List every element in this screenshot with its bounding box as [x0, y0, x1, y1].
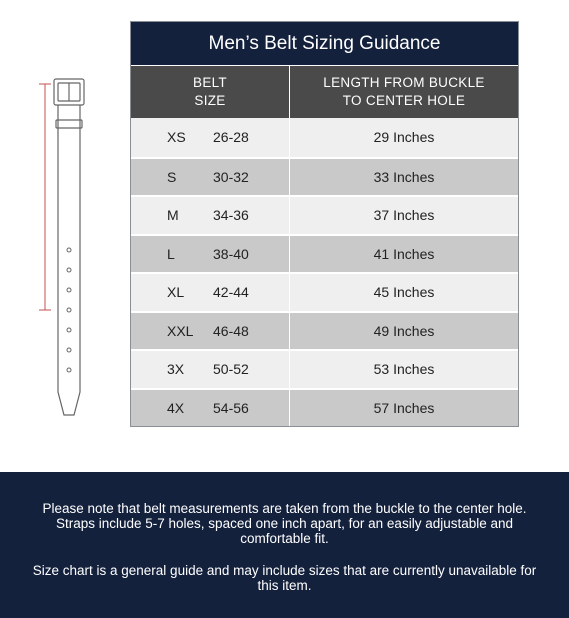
- buckle-icon: [54, 79, 84, 105]
- measurement-indicator: [39, 84, 51, 310]
- size-range: 38-40: [213, 245, 249, 262]
- size-range: 26-28: [213, 129, 249, 146]
- table-row: [131, 157, 518, 196]
- table-title: Men’s Belt Sizing Guidance: [131, 22, 518, 66]
- table-body: [131, 118, 518, 426]
- size-code: 3X: [167, 361, 185, 378]
- size-code: XXL: [167, 322, 194, 339]
- length-value: 49 Inches: [373, 322, 435, 339]
- table-row: [131, 118, 518, 157]
- length-value: 53 Inches: [373, 361, 435, 378]
- header-belt-size: [131, 66, 290, 118]
- size-code: M: [167, 207, 179, 224]
- table-header: [131, 66, 518, 118]
- header-size-line1: BELT: [193, 75, 227, 90]
- size-code: XS: [167, 129, 186, 146]
- header-length: [290, 66, 518, 118]
- size-range: 54-56: [213, 399, 249, 416]
- length-value: 29 Inches: [373, 129, 435, 146]
- size-range: 30-32: [213, 168, 249, 185]
- belt-keeper: [56, 120, 82, 128]
- table-row: [131, 272, 518, 311]
- size-range: 50-52: [213, 361, 249, 378]
- table-row: [131, 349, 518, 388]
- belt-holes: [67, 248, 71, 372]
- header-length-line1: LENGTH FROM BUCKLE: [323, 75, 485, 90]
- footer-notes: [0, 472, 569, 618]
- size-range: 42-44: [213, 284, 249, 301]
- size-code: XL: [167, 284, 185, 301]
- length-value: 33 Inches: [373, 168, 435, 185]
- header-size-line2: SIZE: [194, 93, 226, 108]
- table-row: [131, 234, 518, 273]
- size-range: 46-48: [213, 322, 249, 339]
- length-value: 57 Inches: [373, 399, 435, 416]
- availability-note: Size chart is a general guide and may include sizes that are currently unavailable for this item.: [32, 563, 537, 593]
- length-value: 45 Inches: [373, 284, 435, 301]
- table-row: [131, 195, 518, 234]
- measurement-note: Please note that belt measurements are taken from the buckle to the center hole. Straps include 5-7 holes, spaced one inch apart, for an easily adjustable and comfortable fit.: [42, 501, 527, 546]
- length-value: 41 Inches: [373, 245, 435, 262]
- belt-illustration: [30, 70, 90, 430]
- table-row: [131, 311, 518, 350]
- size-range: 34-36: [213, 207, 249, 224]
- length-value: 37 Inches: [373, 207, 435, 224]
- size-code: L: [167, 245, 175, 262]
- header-length-line2: TO CENTER HOLE: [342, 93, 466, 108]
- table-row: [131, 388, 518, 427]
- size-code: S: [167, 168, 177, 185]
- size-code: 4X: [167, 399, 185, 416]
- sizing-table: [130, 21, 519, 427]
